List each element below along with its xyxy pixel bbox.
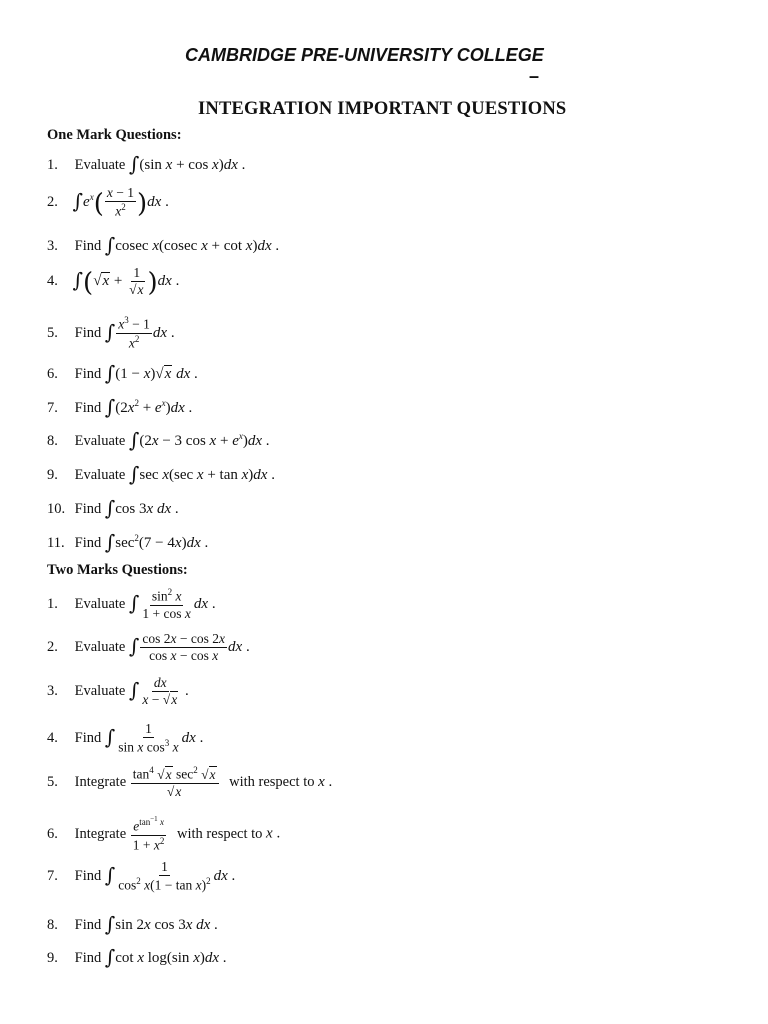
math-expression: $\int e^x$( $\frac{x - 1}{x^2}$ )dx . (72, 185, 169, 219)
math-expression: ∫cos 3x dx . (104, 496, 179, 520)
two-mark-question-7 (47, 860, 235, 893)
question-number: 7. (47, 400, 58, 416)
two-mark-question-2 (47, 632, 250, 663)
two-mark-question-4 (47, 722, 203, 755)
question-verb: Find (74, 238, 102, 254)
one-mark-question-2 (47, 186, 169, 219)
question-number: 10. (47, 501, 66, 517)
math-expression: ∫ $\frac{x^3 - 1}{x^2}$ dx . (104, 315, 175, 351)
math-expression: ∫ $\frac{1}{\cos^2 x(1 - \tan x)^2}$ dx . (104, 859, 236, 893)
math-expression: ∫cot x log(sin x)dx . (104, 945, 227, 969)
question-number: 6. (47, 366, 58, 382)
question-number: 9. (47, 467, 58, 483)
question-number: 1. (47, 595, 58, 612)
math-expression: $\frac{\tan^4 √x \sec^2 √x}{√x}$ (130, 774, 220, 790)
question-number: 8. (47, 433, 58, 449)
question-suffix: with respect to (229, 773, 315, 790)
math-expression: ∫sec x(sec x + tan x)dx . (128, 462, 275, 486)
question-verb: Find (74, 917, 102, 933)
math-expression: ∫ $\frac{\cos 2x - \cos 2x}{\text{cos x − cos x}}$ dx . (128, 631, 250, 664)
two-mark-question-8 (47, 912, 218, 936)
question-verb: Find (74, 324, 102, 341)
question-number: 1. (47, 157, 58, 173)
math-expression: $\int\sec^2(7 - 4x)dx$ . (104, 530, 209, 554)
math-expression: $\int(2x^2 + e^x)dx$ . (104, 395, 193, 419)
math-expression: ∫ $\frac{\sin^2 x}{\text{1 + cos x}}$ dx . (128, 587, 216, 621)
question-number: 9. (47, 950, 58, 966)
question-verb: Find (74, 535, 102, 551)
question-number: 8. (47, 917, 58, 933)
math-expression: ∫(√x + $\frac{1}{√x}$ )dx . (72, 265, 180, 299)
question-number: 6. (47, 825, 58, 842)
one-mark-question-11 (47, 530, 208, 554)
variable-x: x (266, 825, 273, 842)
question-suffix: with respect to (177, 825, 263, 842)
two-mark-question-9 (47, 945, 227, 969)
one-mark-question-7 (47, 395, 192, 419)
variable-x: x (318, 773, 325, 790)
question-number: 7. (47, 867, 58, 884)
one-mark-heading: One Mark Questions: (47, 127, 182, 143)
question-verb: Integrate (74, 773, 127, 790)
question-verb: Find (74, 501, 102, 517)
one-mark-question-6 (47, 361, 198, 385)
question-verb: Find (74, 867, 102, 884)
question-verb: Find (74, 366, 102, 382)
question-number: 5. (47, 773, 58, 790)
math-expression: ∫ $\frac{dx}{x - √x}$ . (128, 675, 189, 708)
question-verb: Evaluate (74, 683, 126, 700)
one-mark-question-1 (47, 152, 245, 176)
math-expression: ∫(sin x + cos x)dx . (128, 152, 246, 176)
question-verb: Evaluate (74, 595, 126, 612)
college-name: CAMBRIDGE PRE-UNIVERSITY COLLEGE (185, 45, 544, 65)
question-verb: Evaluate (74, 433, 126, 449)
question-number: 4. (47, 729, 58, 746)
question-verb: Evaluate (74, 467, 126, 483)
two-mark-question-3 (47, 676, 189, 707)
question-number: 2. (47, 639, 58, 656)
question-verb: Evaluate (74, 157, 126, 173)
math-expression: ∫ $\frac{1}{\sin x \cos^3 x}$ dx . (104, 721, 204, 755)
question-verb: Find (74, 400, 102, 416)
question-number: 3. (47, 238, 58, 254)
one-mark-question-4 (47, 266, 179, 298)
question-number: 5. (47, 324, 58, 341)
math-expression: $\frac{e^{tan^{-1} x}}{1 + x^2}$ (132, 815, 165, 853)
math-expression: ∫(2x − 3 $\cos x + e^x)dx$ . (128, 428, 270, 452)
one-mark-question-8 (47, 428, 270, 452)
math-expression: ∫sin 2x cos 3x dx . (104, 912, 218, 936)
two-mark-question-6: 6. Integrate $\frac{e^{tan^{-1} x}}{1 + x^2}$ with respect to x . (47, 815, 281, 853)
question-number: 2. (47, 193, 58, 210)
question-verb: Evaluate (74, 639, 126, 656)
question-verb: Find (74, 950, 102, 966)
math-expression: ∫cosec x(cosec x + cot x)dx . (104, 233, 280, 257)
one-mark-question-5 (47, 316, 175, 350)
question-number: 11. (47, 535, 65, 551)
question-verb: Integrate (74, 825, 127, 842)
two-mark-question-1 (47, 588, 216, 621)
one-mark-question-3 (47, 233, 279, 257)
question-verb: Find (74, 729, 102, 746)
one-mark-question-9 (47, 462, 275, 486)
one-mark-question-10 (47, 496, 179, 520)
two-marks-heading: Two Marks Questions: (47, 562, 188, 578)
header-dash: – (529, 66, 540, 86)
question-number: 4. (47, 273, 58, 290)
document-title: INTEGRATION IMPORTANT QUESTIONS (198, 99, 567, 119)
two-mark-question-5: 5. Integrate $\frac{\tan^4 √x \sec^2 √x}{√x}$ with respect to x . (47, 765, 333, 799)
question-number: 3. (47, 683, 58, 700)
math-expression: ∫(1 − x)√x dx . (104, 361, 198, 385)
